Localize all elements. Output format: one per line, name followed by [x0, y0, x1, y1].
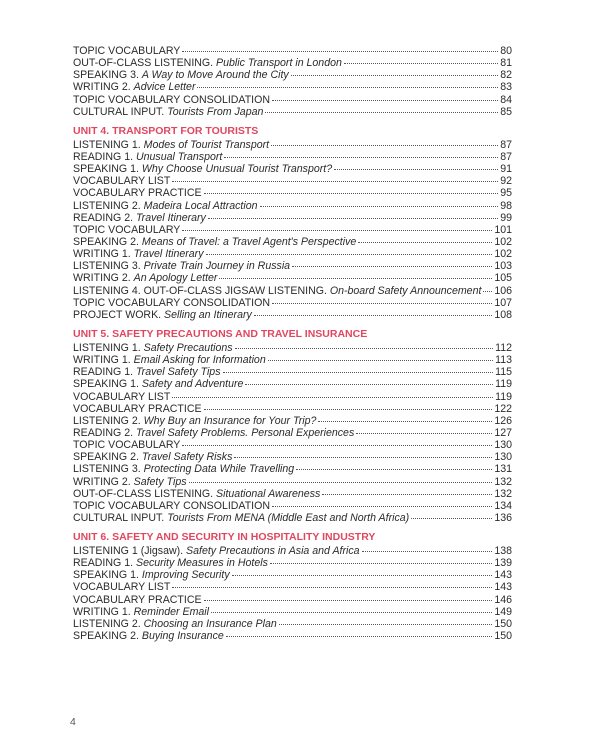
toc-entry-text	[73, 618, 277, 630]
toc-entry[interactable]	[73, 81, 512, 93]
toc-entry[interactable]	[73, 163, 512, 175]
toc-entry-label: TOPIC VOCABULARY	[73, 223, 181, 236]
dot-leader	[296, 469, 492, 470]
toc-entry-page: 108	[494, 308, 512, 321]
toc-entry-label: TOPIC VOCABULARY CONSOLIDATION	[73, 296, 271, 309]
dot-leader	[292, 266, 492, 267]
toc-entry-label: SPEAKING 1.	[73, 163, 139, 176]
toc-entry-title: Reminder Email	[133, 605, 209, 618]
toc-entry-label: VOCABULARY LIST	[73, 390, 171, 403]
toc-entry-page: 87	[500, 138, 512, 151]
toc-entry-page: 107	[494, 296, 512, 309]
toc-entry-page: 149	[494, 605, 512, 618]
toc-entry-page: 113	[495, 354, 512, 367]
toc-entry-title: Why Buy an Insurance for Your Trip?	[143, 414, 317, 427]
dot-leader	[272, 506, 492, 507]
toc-entry-label: CULTURAL INPUT.	[73, 105, 165, 118]
dot-leader	[271, 145, 498, 146]
toc-entry-page: 130	[494, 451, 512, 464]
toc-entry-page: 119	[495, 390, 512, 403]
toc-entry-page: 138	[494, 545, 512, 558]
dot-leader	[172, 397, 493, 398]
toc-entry-label: LISTENING 3.	[73, 463, 141, 476]
toc-entry-title: Safety Precautions	[143, 341, 233, 354]
toc-entry-page: 98	[500, 199, 512, 212]
toc-entry-page: 102	[494, 248, 512, 261]
toc-entry-page: 81	[500, 57, 512, 70]
toc-section	[73, 124, 512, 321]
toc-entry-label: VOCABULARY PRACTICE	[73, 593, 202, 606]
toc-entry-title: Safety Tips	[133, 475, 187, 488]
toc-entry-page: 105	[494, 272, 512, 285]
toc-entry[interactable]	[73, 545, 512, 557]
toc-entry[interactable]	[73, 500, 512, 512]
toc-entry-label: CULTURAL INPUT.	[73, 511, 165, 524]
dot-leader	[234, 457, 492, 458]
dot-leader	[172, 587, 492, 588]
dot-leader	[204, 600, 493, 601]
toc-entry-label: TOPIC VOCABULARY	[73, 439, 181, 452]
toc-entry-page: 126	[494, 414, 512, 427]
toc-entry-text	[73, 557, 268, 569]
toc-entry-text	[73, 512, 409, 524]
toc-entry-text	[73, 224, 180, 236]
toc-entry-page: 139	[494, 557, 512, 570]
toc-entry-title: On-board Safety Announcement	[329, 284, 482, 297]
toc-entry-page: 83	[500, 81, 512, 94]
toc-entry-text	[73, 451, 232, 463]
toc-entry-label: WRITING 2.	[73, 272, 131, 285]
dot-leader	[224, 157, 498, 158]
toc-entry[interactable]	[73, 366, 512, 378]
toc-entry[interactable]	[73, 187, 512, 199]
toc-entry-label: SPEAKING 3.	[73, 69, 139, 82]
toc-entry[interactable]	[73, 94, 512, 106]
toc-entry-title: An Apology Letter	[133, 272, 218, 285]
toc-entry[interactable]	[73, 236, 512, 248]
toc-entry-text	[73, 139, 269, 151]
toc-entry-title: Unusual Transport	[136, 150, 223, 163]
toc-entry-label: LISTENING 1.	[73, 341, 141, 354]
toc-entry-label: VOCABULARY LIST	[73, 175, 171, 188]
toc-entry-title: Private Train Journey in Russia	[143, 260, 291, 273]
dot-leader	[260, 206, 499, 207]
unit-heading: UNIT 5. SAFETY PRECAUTIONS AND TRAVEL INSURANCE	[73, 327, 368, 340]
toc-entry-title: Travel Itinerary	[136, 211, 206, 224]
toc-entry-title: Improving Security	[141, 569, 230, 582]
toc-entry-text	[73, 175, 170, 187]
toc-entry-page: 127	[494, 426, 512, 439]
dot-leader	[208, 218, 498, 219]
toc-entry-page: 143	[494, 581, 512, 594]
toc-entry[interactable]	[73, 139, 512, 151]
toc-entry-text	[73, 476, 187, 488]
toc-entry-label: SPEAKING 2.	[73, 235, 139, 248]
toc-entry-title: Advice Letter	[133, 81, 196, 94]
toc-entry-page: 119	[495, 378, 512, 391]
toc-entry[interactable]	[73, 45, 512, 57]
toc-entry-page: 130	[494, 439, 512, 452]
toc-entry-page: 87	[500, 150, 512, 163]
toc-entry-title: Safety and Adventure	[141, 378, 244, 391]
toc-entry-text	[73, 163, 332, 175]
toc-entry-label: OUT-OF-CLASS LISTENING.	[73, 487, 214, 500]
toc-entry-label: LISTENING 4. OUT-OF-CLASS JIGSAW LISTENING.	[73, 284, 327, 297]
toc-entry-text	[73, 248, 204, 260]
toc-entry-label: LISTENING 2.	[73, 414, 141, 427]
dot-leader	[318, 421, 492, 422]
toc-entry-title: Travel Safety Tips	[136, 366, 221, 379]
toc-entry-page: 131	[494, 463, 512, 476]
toc-entry-title: Buying Insurance	[141, 630, 224, 643]
toc-entry-page: 101	[494, 223, 512, 236]
dot-leader	[204, 409, 493, 410]
toc-entry-text	[73, 427, 354, 439]
toc-section	[73, 530, 512, 642]
toc-entry-label: TOPIC VOCABULARY	[73, 45, 181, 57]
toc-entry[interactable]	[73, 297, 512, 309]
toc-entry-title: Travel Safety Problems. Personal Experiences	[136, 426, 355, 439]
toc-section	[73, 327, 512, 524]
toc-entry[interactable]	[73, 248, 512, 260]
toc-entry-title: Security Measures in Hotels	[136, 557, 268, 570]
toc-entry-page: 102	[494, 235, 512, 248]
dot-leader	[291, 75, 498, 76]
toc-entry-text	[73, 200, 258, 212]
toc-entry-text	[73, 151, 222, 163]
toc-entry-text	[73, 439, 180, 451]
toc-entry-page: 112	[495, 341, 512, 354]
toc-entry-text	[73, 272, 217, 284]
dot-leader	[483, 291, 492, 292]
dot-leader	[272, 100, 498, 101]
toc-entry-title: Public Transport in London	[216, 57, 342, 70]
toc-entry-label: WRITING 1.	[73, 354, 131, 367]
toc-entry-label: SPEAKING 1.	[73, 569, 139, 582]
toc-entry-title: Modes of Tourist Transport	[143, 138, 270, 151]
dot-leader	[279, 624, 493, 625]
toc-entry-text	[73, 378, 243, 390]
toc-entry-text	[73, 569, 230, 581]
toc-section	[73, 45, 512, 118]
toc-entry[interactable]	[73, 557, 512, 569]
toc-entry[interactable]	[73, 427, 512, 439]
dot-leader	[172, 181, 498, 182]
dot-leader	[265, 112, 498, 113]
toc-entry[interactable]	[73, 151, 512, 163]
toc-entry-page: 134	[494, 499, 512, 512]
toc-entry-label: READING 1.	[73, 150, 134, 163]
toc-entry-page: 84	[500, 93, 512, 106]
dot-leader	[362, 551, 493, 552]
toc-entry-text	[73, 69, 289, 81]
toc-entry-label: READING 1.	[73, 366, 134, 379]
toc-entry[interactable]	[73, 439, 512, 451]
toc-entry-page: 132	[494, 487, 512, 500]
toc-entry-page: 150	[494, 617, 512, 630]
dot-leader	[223, 372, 494, 373]
toc-entry-text	[73, 415, 316, 427]
toc-entry-text	[73, 81, 195, 93]
toc-entry-title: Tourists From Japan	[167, 105, 264, 118]
toc-entry-label: WRITING 1.	[73, 605, 131, 618]
toc-entry-text	[73, 366, 221, 378]
dot-leader	[411, 518, 492, 519]
toc-entry-text	[73, 212, 206, 224]
toc-entry[interactable]	[73, 594, 512, 606]
toc-entry[interactable]	[73, 106, 512, 118]
toc-entry-label: LISTENING 2.	[73, 617, 141, 630]
toc-entry-label: VOCABULARY PRACTICE	[73, 402, 202, 415]
toc-entry[interactable]	[73, 488, 512, 500]
toc-entry[interactable]	[73, 391, 512, 403]
dot-leader	[356, 433, 492, 434]
dot-leader	[197, 87, 498, 88]
toc-entry-text	[73, 545, 360, 557]
toc-entry-title: Travel Safety Risks	[141, 451, 233, 464]
toc-entry-text	[73, 297, 270, 309]
toc-entry-label: TOPIC VOCABULARY CONSOLIDATION	[73, 499, 271, 512]
page-number: 4	[70, 716, 76, 728]
dot-leader	[268, 360, 493, 361]
toc-entry-text	[73, 57, 342, 69]
toc-entry[interactable]	[73, 175, 512, 187]
dot-leader	[206, 254, 493, 255]
dot-leader	[232, 575, 493, 576]
toc-entry-title: Tourists From MENA (Middle East and North Africa)	[167, 511, 410, 524]
toc-entry-label: LISTENING 1.	[73, 138, 141, 151]
toc-entry-title: Madeira Local Attraction	[143, 199, 258, 212]
toc-entry[interactable]	[73, 272, 512, 284]
toc-entry-page: 103	[494, 260, 512, 273]
toc-entry-page: 92	[500, 175, 512, 188]
toc-entry[interactable]	[73, 354, 512, 366]
toc-entry-title: Travel Itinerary	[133, 248, 204, 261]
toc-entry-label: SPEAKING 1.	[73, 378, 139, 391]
toc-entry-page: 132	[494, 475, 512, 488]
toc-entry-text	[73, 236, 356, 248]
unit-heading: UNIT 4. TRANSPORT FOR TOURISTS	[73, 124, 259, 137]
toc-entry-page: 136	[494, 511, 512, 524]
toc-entry-page: 146	[494, 593, 512, 606]
toc-entry-label: WRITING 1.	[73, 248, 131, 261]
toc-entry[interactable]	[73, 451, 512, 463]
dot-leader	[344, 63, 498, 64]
toc-entry-label: LISTENING 3.	[73, 260, 141, 273]
dot-leader	[334, 169, 498, 170]
dot-leader	[245, 384, 493, 385]
toc-entry-text	[73, 391, 170, 403]
toc-entry-page: 115	[495, 366, 512, 379]
toc-entry-text	[73, 594, 202, 606]
dot-leader	[270, 563, 492, 564]
toc-entry-title: Choosing an Insurance Plan	[143, 617, 277, 630]
dot-leader	[204, 193, 499, 194]
dot-leader	[211, 612, 492, 613]
toc-entry-text	[73, 260, 290, 272]
toc-entry[interactable]	[73, 463, 512, 475]
toc-entry-text	[73, 309, 252, 321]
toc-entry-text	[73, 630, 224, 642]
toc-entry-title: Protecting Data While Travelling	[143, 463, 295, 476]
dot-leader	[272, 303, 492, 304]
unit-heading: UNIT 6. SAFETY AND SECURITY IN HOSPITALITY INDUSTRY	[73, 531, 376, 544]
toc-entry[interactable]	[73, 260, 512, 272]
toc-entry[interactable]	[73, 69, 512, 81]
toc-entry-page: 122	[494, 402, 512, 415]
toc-entry-label: PROJECT WORK.	[73, 308, 162, 321]
toc-entry-page: 82	[500, 69, 512, 82]
toc-entry[interactable]	[73, 403, 512, 415]
toc-entry-page: 95	[500, 187, 512, 200]
toc-entry[interactable]	[73, 309, 512, 321]
dot-leader	[358, 242, 492, 243]
toc-entry-label: VOCABULARY PRACTICE	[73, 187, 202, 200]
toc-entry-label: WRITING 2.	[73, 81, 131, 94]
toc-entry-text	[73, 106, 263, 118]
toc-entry-title: Safety Precautions in Asia and Africa	[186, 545, 360, 558]
toc-entry-page: 91	[500, 163, 512, 176]
toc-entry-page: 99	[500, 211, 512, 224]
dot-leader	[226, 636, 493, 637]
toc-entry-text	[73, 94, 270, 106]
toc-entry-title: Email Asking for Information	[133, 354, 266, 367]
toc-entry-title: Situational Awareness	[216, 487, 321, 500]
toc-entry-text	[73, 45, 180, 57]
toc-entry-title: Why Choose Unusual Tourist Transport?	[141, 163, 333, 176]
toc-entry-label: READING 2.	[73, 211, 134, 224]
toc-entry-label: READING 2.	[73, 426, 134, 439]
toc-entry-label: READING 1.	[73, 557, 134, 570]
toc-entry[interactable]	[73, 378, 512, 390]
toc-entry[interactable]	[73, 212, 512, 224]
toc-entry-page: 143	[494, 569, 512, 582]
toc-entry[interactable]	[73, 57, 512, 69]
toc-entry-title: Means of Travel: a Travel Agent's Perspective	[141, 235, 357, 248]
toc-entry[interactable]	[73, 630, 512, 642]
toc-entry-text	[73, 187, 202, 199]
dot-leader	[182, 445, 492, 446]
toc-entry-text	[73, 354, 266, 366]
dot-leader	[182, 51, 498, 52]
dot-leader	[254, 315, 493, 316]
toc-entry-label: LISTENING 2.	[73, 199, 141, 212]
toc-entry-text	[73, 488, 320, 500]
toc-entry[interactable]	[73, 606, 512, 618]
dot-leader	[189, 482, 493, 483]
toc-entry-page: 85	[500, 105, 512, 118]
toc-entry[interactable]	[73, 200, 512, 212]
toc-entry-page: 80	[500, 45, 512, 57]
toc-entry-page: 106	[494, 284, 512, 297]
toc-entry-label: OUT-OF-CLASS LISTENING.	[73, 57, 214, 70]
toc-entry[interactable]	[73, 224, 512, 236]
toc-entry-label: SPEAKING 2.	[73, 451, 139, 464]
toc-entry-label: LISTENING 1 (Jigsaw).	[73, 545, 184, 558]
toc-entry-page: 150	[494, 630, 512, 643]
toc-entry-title: Selling an Itinerary	[164, 308, 252, 321]
toc-entry-label: SPEAKING 2.	[73, 630, 139, 643]
toc-entry[interactable]	[73, 342, 512, 354]
toc-entry-text	[73, 500, 270, 512]
toc-entry-label: WRITING 2.	[73, 475, 131, 488]
toc-entry-text	[73, 403, 202, 415]
toc-entry-text	[73, 285, 481, 297]
toc-entry-text	[73, 581, 170, 593]
toc-entry-title: A Way to Move Around the City	[141, 69, 289, 82]
toc-entry-label: TOPIC VOCABULARY CONSOLIDATION	[73, 93, 271, 106]
toc-entry[interactable]	[73, 581, 512, 593]
toc-entry-text	[73, 606, 209, 618]
toc-entry-label: VOCABULARY LIST	[73, 581, 171, 594]
toc-entry[interactable]	[73, 285, 512, 297]
dot-leader	[182, 230, 492, 231]
dot-leader	[322, 494, 492, 495]
dot-leader	[235, 348, 494, 349]
toc-entry[interactable]	[73, 512, 512, 524]
toc-entry-text	[73, 342, 233, 354]
toc-entry[interactable]	[73, 618, 512, 630]
toc-entry[interactable]	[73, 476, 512, 488]
dot-leader	[219, 278, 492, 279]
table-of-contents	[73, 45, 512, 642]
toc-entry[interactable]	[73, 569, 512, 581]
toc-entry[interactable]	[73, 415, 512, 427]
toc-entry-text	[73, 463, 294, 475]
